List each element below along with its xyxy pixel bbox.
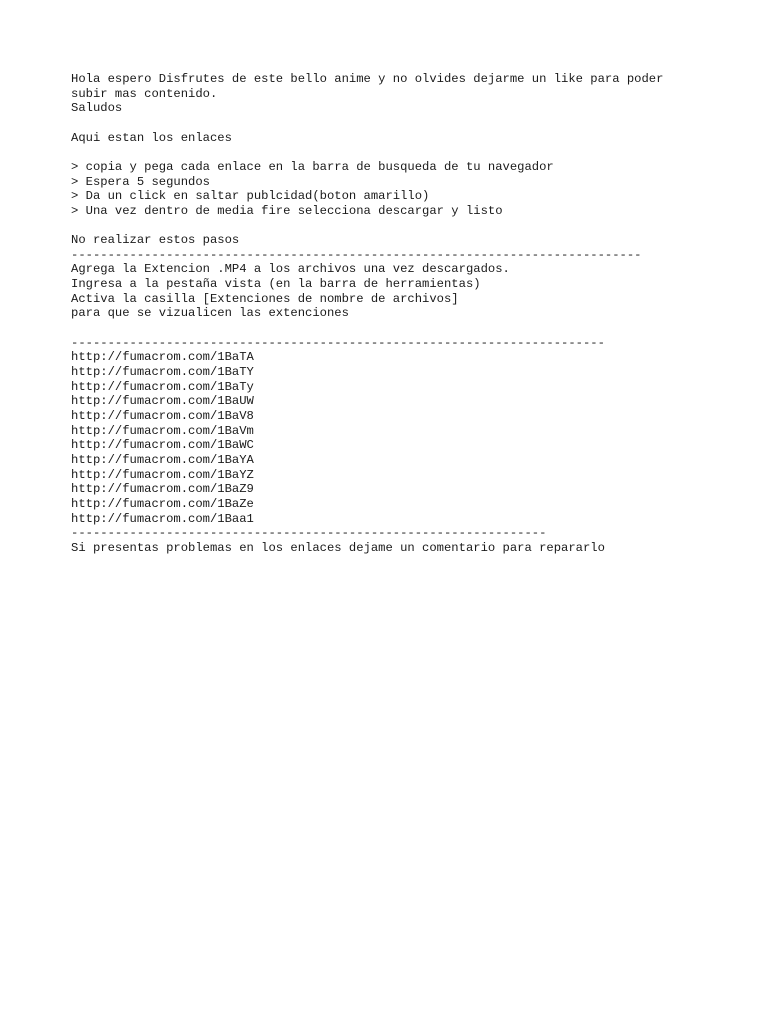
spacer	[71, 116, 731, 131]
intro-line-2: subir mas contenido.	[71, 86, 218, 101]
intro-line-1: Hola espero Disfrutes de este bello anime y no olvides dejarme un like para poder	[71, 72, 664, 86]
warning-step: para que se vizualicen las extenciones	[71, 306, 349, 321]
warning-heading: No realizar estos pasos	[71, 233, 240, 248]
step-item: > Espera 5 segundos	[71, 174, 210, 189]
step-item: > copia y pega cada enlace en la barra de busqueda de tu navegador	[71, 159, 554, 174]
warning-step: Ingresa a la pestaña vista (en la barra de herramientas)	[71, 277, 481, 292]
download-link[interactable]: http://fumacrom.com/1Baa1	[71, 511, 254, 526]
download-link[interactable]: http://fumacrom.com/1BaYA	[71, 453, 254, 467]
footer-note: Si presentas problemas en los enlaces dejame un comentario para repararlo	[71, 540, 605, 555]
spacer	[71, 145, 731, 160]
document-page	[71, 72, 731, 556]
spacer	[71, 321, 731, 336]
download-link[interactable]: http://fumacrom.com/1BaYZ	[71, 467, 254, 482]
download-link[interactable]: http://fumacrom.com/1BaV8	[71, 409, 254, 424]
links-heading: Aqui estan los enlaces	[71, 130, 232, 145]
divider-rule-1: ------------------------------------------------------------------------------	[71, 247, 642, 262]
download-link[interactable]: http://fumacrom.com/1BaVm	[71, 423, 254, 438]
step-item: > Da un click en saltar publcidad(boton amarillo)	[71, 189, 430, 204]
download-link[interactable]: http://fumacrom.com/1BaWC	[71, 438, 254, 453]
download-link[interactable]: http://fumacrom.com/1BaTy	[71, 379, 254, 394]
download-link[interactable]: http://fumacrom.com/1BaTA	[71, 350, 254, 365]
download-link[interactable]: http://fumacrom.com/1BaZ9	[71, 482, 254, 497]
spacer	[71, 219, 731, 234]
divider-rule-3: -----------------------------------------------------------------	[71, 526, 547, 541]
links-list	[71, 350, 731, 526]
intro-line-3: Saludos	[71, 101, 123, 116]
step-item: > Una vez dentro de media fire selecciona descargar y listo	[71, 203, 503, 218]
divider-rule-2: -------------------------------------------------------------------------	[71, 335, 605, 350]
download-link[interactable]: http://fumacrom.com/1BaTY	[71, 365, 254, 380]
warning-step: Activa la casilla [Extenciones de nombre de archivos]	[71, 291, 459, 306]
warning-step: Agrega la Extencion .MP4 a los archivos una vez descargados.	[71, 262, 510, 277]
download-link[interactable]: http://fumacrom.com/1BaUW	[71, 394, 254, 409]
download-link[interactable]: http://fumacrom.com/1BaZe	[71, 496, 254, 511]
